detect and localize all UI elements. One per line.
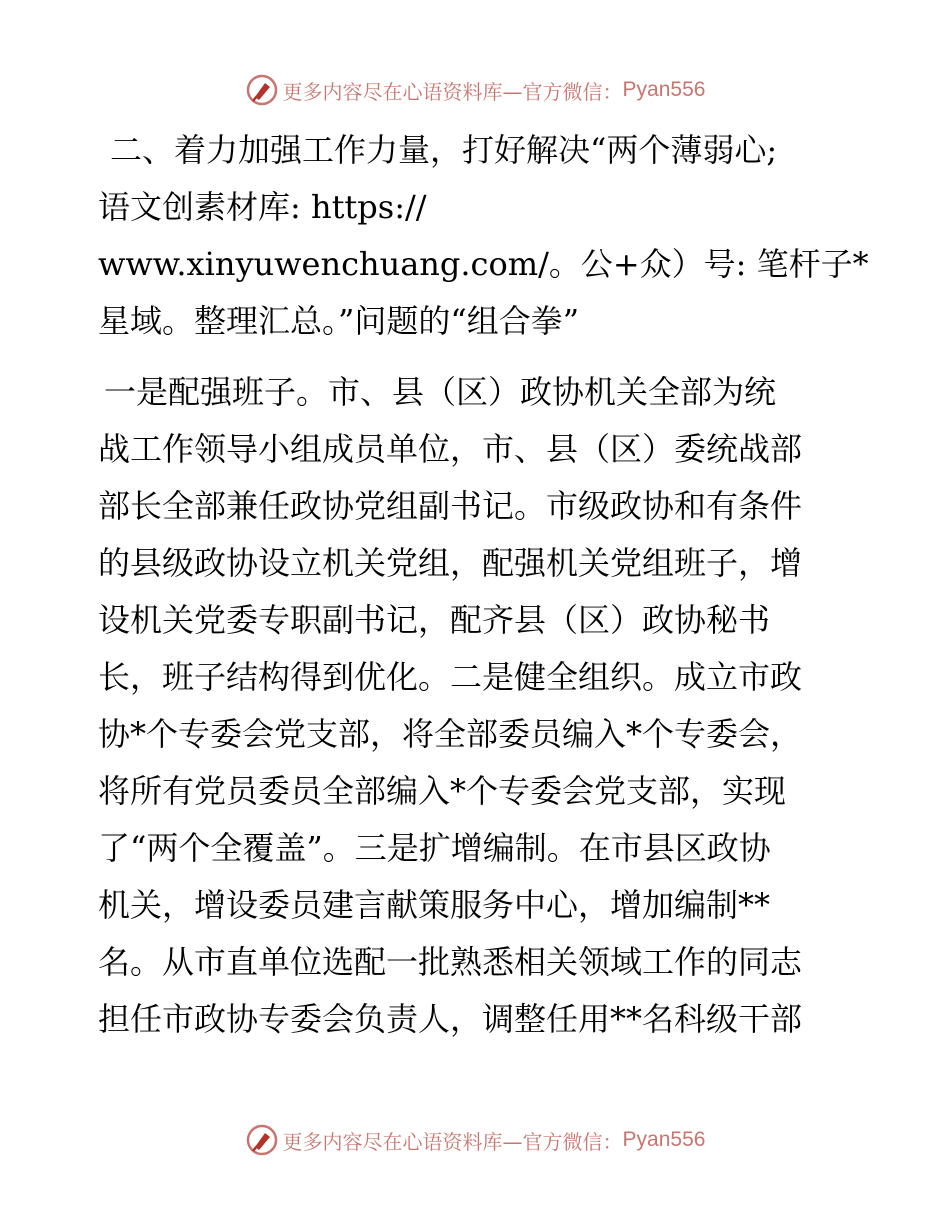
- paragraph-line: 机关，增设委员建言献策服务中心，增加编制**: [98, 886, 771, 924]
- heading-line: 语文创素材库: https://: [98, 188, 427, 226]
- paragraph-line: 长，班子结构得到优化。二是健全组织。成立市政: [98, 658, 803, 696]
- watermark-wechat-id: Pyan556: [622, 1128, 706, 1151]
- paragraph-line: 一是配强班子。市、县（区）政协机关全部为统: [104, 373, 777, 411]
- paragraph-line: 将所有党员委员全部编入*个专委会党支部，实现: [98, 772, 787, 810]
- paragraph-line: 的县级政协设立机关党组，配强机关党组班子，增: [98, 544, 803, 582]
- paragraph-line: 战工作领导小组成员单位，市、县（区）委统战部: [98, 430, 803, 468]
- watermark-wechat-id: Pyan556: [622, 78, 706, 101]
- paragraph-line: 部长全部兼任政协党组副书记。市级政协和有条件: [98, 487, 803, 525]
- pen-nib-icon: [245, 1123, 279, 1157]
- footer-watermark: [0, 1120, 950, 1160]
- header-watermark: [0, 70, 950, 110]
- paragraph-line: 协*个专委会党支部，将全部委员编入*个专委会，: [98, 715, 803, 753]
- heading-line: 星域。整理汇总。”问题的“组合拳”: [98, 302, 580, 340]
- document-body: [98, 122, 869, 1048]
- heading-line: www.xinyuwenchuang.com/。公+众）号: 笔杆子*: [98, 245, 869, 283]
- heading-line: 二、着力加强工作力量，打好解决“两个薄弱心;: [110, 131, 778, 169]
- paragraph-line: 设机关党委专职副书记，配齐县（区）政协秘书: [98, 601, 771, 639]
- body-paragraph: [98, 364, 858, 1048]
- watermark-text: 更多内容尽在心语资料库—官方微信：: [282, 79, 623, 104]
- paragraph-line: 名。从市直单位选配一批熟悉相关领域工作的同志: [98, 943, 803, 981]
- section-heading: [98, 122, 869, 350]
- watermark-text: 更多内容尽在心语资料库—官方微信：: [282, 1129, 623, 1154]
- pen-nib-icon: [245, 73, 279, 107]
- paragraph-line: 担任市政协专委会负责人，调整任用**名科级干部: [98, 1000, 803, 1038]
- paragraph-line: 了“两个全覆盖”。三是扩增编制。在市县区政协: [98, 829, 771, 867]
